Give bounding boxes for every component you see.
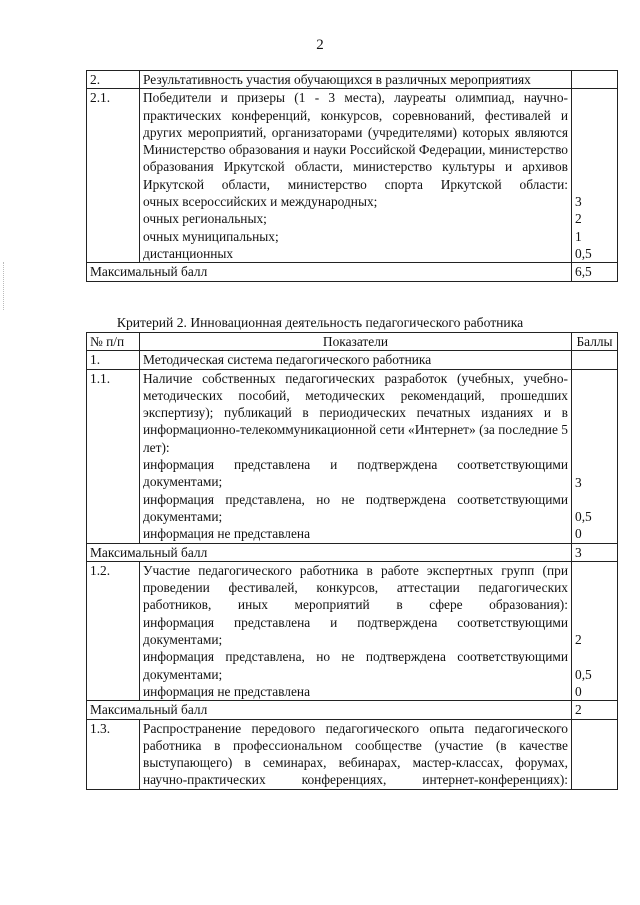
option-text: информация представлена и подтверждена соответствующими документами; [143, 457, 568, 490]
max-score-value: 3 [572, 543, 618, 561]
item-number: 1.2. [87, 561, 140, 700]
criterion2-table [86, 332, 618, 790]
table-row [87, 71, 618, 89]
option-score: 1 [575, 228, 582, 244]
option-text: информация представлена и подтверждена соответствующими документами; [143, 614, 568, 648]
table-row [87, 351, 618, 369]
table-header-row [87, 333, 618, 351]
table-row [87, 719, 618, 789]
header-indicators: Показатели [140, 333, 572, 351]
option-text: дистанционных [143, 245, 234, 261]
table-row [87, 701, 618, 719]
option-score: 0 [575, 683, 582, 699]
option-text: очных муниципальных; [143, 228, 279, 244]
option-score: 2 [575, 632, 582, 648]
item-number: 2.1. [87, 89, 140, 263]
option-text: информация представлена, но не подтверждена соответствующими документами; [143, 491, 568, 524]
header-points: Баллы [572, 333, 618, 351]
max-score-label: Максимальный балл [87, 543, 572, 561]
section-number: 2. [87, 71, 140, 89]
option-score: 0 [575, 526, 582, 542]
table-row [87, 543, 618, 561]
section-title: Результативность участия обучающихся в различных мероприятиях [140, 71, 572, 89]
item-description: Участие педагогического работника в работе экспертных групп (при проведении фестивалей, конкурсов, аттестации педагогических работников, иных мероприятий в сфере образования): [143, 562, 568, 613]
max-score-value: 2 [572, 701, 618, 719]
item-description: Наличие собственных педагогических разработок (учебных, учебно-методических пособий, методических рекомендаций, прошедших экспертизу); публикаций в периодических печатных изданиях и в информационно-телекоммуникационной сети «Интернет» (за последние 5 лет): [143, 370, 568, 455]
item-number: 1.3. [87, 719, 140, 789]
table-row [87, 89, 618, 263]
item-description: Распространение передового педагогического опыта педагогического работника в профессиональном сообществе (участие (в качестве выступающего) в семинарах, вебинарах, мастер-классах, форумах, научно-практических конференциях, интернет-конференциях): [143, 720, 568, 788]
item-description: Победители и призеры (1 - 3 места), лауреаты олимпиад, научно-практических конференций, конкурсов, соревнований, фестивалей и других мероприятий, организаторами (учредителями) которых являются Министерство образования и науки Российской Федерации, министерство образования Иркутской области, министерство культуры и архивов Иркутской области, министерство спорта Иркутской области: [143, 90, 568, 192]
max-score-value: 6,5 [572, 263, 618, 281]
option-score: 0,5 [575, 245, 592, 261]
option-text: очных всероссийских и международных; [143, 194, 378, 210]
option-score: 3 [575, 194, 582, 210]
criterion-caption: Критерий 2. Инновационная деятельность педагогического работника [116, 315, 524, 330]
section-number: 1. [87, 351, 140, 369]
option-score: 0,5 [575, 508, 592, 524]
table-row [87, 561, 618, 700]
max-score-label: Максимальный балл [87, 701, 572, 719]
section-title: Методическая система педагогического работника [140, 351, 572, 369]
option-text: очных региональных; [143, 211, 267, 227]
option-text: информация не представлена [143, 683, 311, 699]
item-number: 1.1. [87, 369, 140, 543]
page-number: 2 [316, 37, 324, 53]
table-row [87, 263, 618, 281]
option-text: информация не представлена [143, 526, 311, 542]
option-score: 3 [575, 474, 582, 490]
option-text: информация представлена, но не подтверждена соответствующими документами; [143, 649, 568, 682]
option-score: 0,5 [575, 666, 592, 682]
max-score-label: Максимальный балл [87, 263, 572, 281]
table-row [87, 369, 618, 543]
scan-margin-mark [3, 262, 5, 310]
criterion1-table [86, 70, 618, 282]
option-score: 2 [575, 211, 582, 227]
header-number: № п/п [87, 333, 140, 351]
